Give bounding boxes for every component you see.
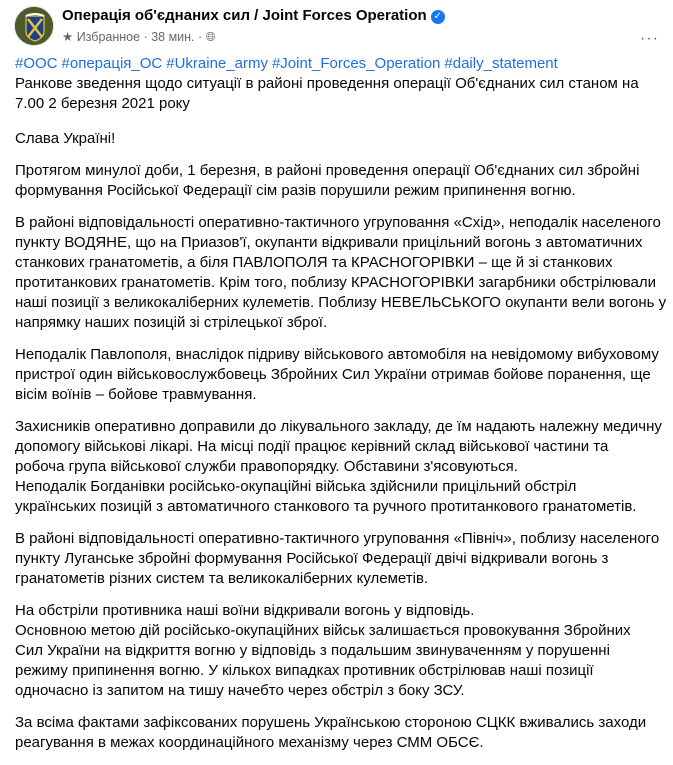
post-meta (62, 29, 216, 45)
more-options-button[interactable]: ··· (640, 30, 659, 47)
page-avatar[interactable] (14, 6, 54, 46)
text-line: реагування в межах координаційного механізму через СММ ОБСЄ. (15, 734, 484, 751)
post-body (15, 54, 665, 765)
text-line: напрямку наших позицій зі стрілецької зброї. (15, 314, 328, 331)
text-line: Захисників оперативно доправили до лікувального закладу, де їм надають належну медичну (15, 418, 662, 435)
paragraph (15, 213, 665, 333)
text-line: В районі відповідальності оперативно-тактичного угруповання «Північ», поблизу населеного (15, 530, 660, 547)
paragraph (15, 129, 665, 149)
text-line: Основною метою дій російсько-окупаційних військ залишається провокування Збройних (15, 622, 631, 639)
paragraph (15, 713, 665, 753)
text-line: формування Російської Федерації сім разів порушили режим припинення вогню. (15, 182, 576, 199)
text-line: Сил України на відкриття вогню у відповідь з подальшим звинуваченням у порушенні (15, 642, 610, 659)
text-line: В районі відповідальності оперативно-тактичного угруповання «Схід», неподалік населеного (15, 214, 661, 231)
globe-icon: 🌐︎ (205, 30, 216, 44)
text-line: пункту Луганське збройні формування Російської Федерації двічі відкривали вогонь з (15, 550, 609, 567)
paragraph (15, 417, 665, 517)
text-line: допомогу військові лікарі. На місці події працює керівний склад військової частини та (15, 438, 609, 455)
text-line: режиму припинення вогню. У кількох випадках противник обстрілював наші позиції (15, 662, 594, 679)
text-line: Слава Україні! (15, 130, 116, 147)
text-line: 7.00 2 березня 2021 року (15, 95, 190, 112)
hashtags (15, 54, 665, 74)
text-line: Протягом минулої доби, 1 березня, в районі проведення операції Об'єднаних сил збройні (15, 162, 640, 179)
paragraph (15, 74, 665, 114)
text-line: пристрої один військовослужбовець Збройних Сил України отримав бойове поранення, ще (15, 366, 651, 383)
page-name-link[interactable] (62, 7, 445, 24)
jfo-emblem-icon (15, 7, 54, 46)
text-line: протитанкових гранатометів. Крім того, поблизу КРАСНОГОРІВКИ загарбники обстрілювали (15, 274, 657, 291)
text-line: робоча група військової служби правопорядку. Обставини з'ясовуються. (15, 458, 518, 475)
hashtag-link[interactable]: #daily_statement (444, 55, 558, 72)
text-line: станкових гранатометів, а біля ПАВЛОПОЛЯ та КРАСНОГОРІВКИ – ще й зі станкових (15, 254, 613, 271)
paragraph (15, 529, 665, 589)
separator: · (198, 30, 203, 44)
text-line: Неподалік Богданівки російсько-окупаційні війська здійснили прицільний обстріл (15, 478, 577, 495)
favorite-label: Избранное (76, 30, 141, 44)
text-line: Неподалік Павлополя, внаслідок підриву військового автомобіля на невідомому вибуховому (15, 346, 659, 363)
paragraph (15, 161, 665, 201)
hashtag-link[interactable]: #Joint_Forces_Operation (271, 55, 441, 72)
star-icon: ★ (62, 30, 74, 44)
text-line: вісім воїнів – бойове травмування. (15, 386, 257, 403)
verified-badge-icon: ✓ (431, 10, 445, 24)
separator: · (143, 30, 148, 44)
author-name[interactable]: Операція об'єднаних сил / Joint Forces Operation (62, 7, 427, 24)
text-line: одночасно із запитом на тишу начебто через обстріл з боку ЗСУ. (15, 682, 465, 699)
post-header (0, 0, 673, 52)
paragraph (15, 345, 665, 405)
text-line: гранатометів різних систем та великокаліберних кулеметів. (15, 570, 429, 587)
text-line: За всіма фактами зафіксованих порушень Українською стороною СЦКК вживались заходи (15, 714, 647, 731)
text-line: наші позиції з великокаліберних кулеметів. Поблизу НЕВЕЛЬСЬКОГО окупанти вели вогонь у (15, 294, 667, 311)
text-line: українських позицій з автоматичного станкового та ручного протитанкового гранатометів. (15, 498, 637, 515)
text-line: пункту ВОДЯНЕ, що на Приазов'ї, окупанти відкривали прицільний вогонь з автоматичних (15, 234, 643, 251)
text-line: Ранкове зведення щодо ситуації в районі проведення операції Об'єднаних сил станом на (15, 75, 639, 92)
text-line: На обстріли противника наші воїни відкривали вогонь у відповідь. (15, 602, 475, 619)
paragraph (15, 601, 665, 701)
hashtag-link[interactable]: #операція_ОС (61, 55, 163, 72)
hashtag-link[interactable]: #Ukraine_army (166, 55, 268, 72)
post-timestamp[interactable]: 38 мин. (151, 30, 195, 44)
hashtag-link[interactable]: #ООС (15, 55, 58, 72)
